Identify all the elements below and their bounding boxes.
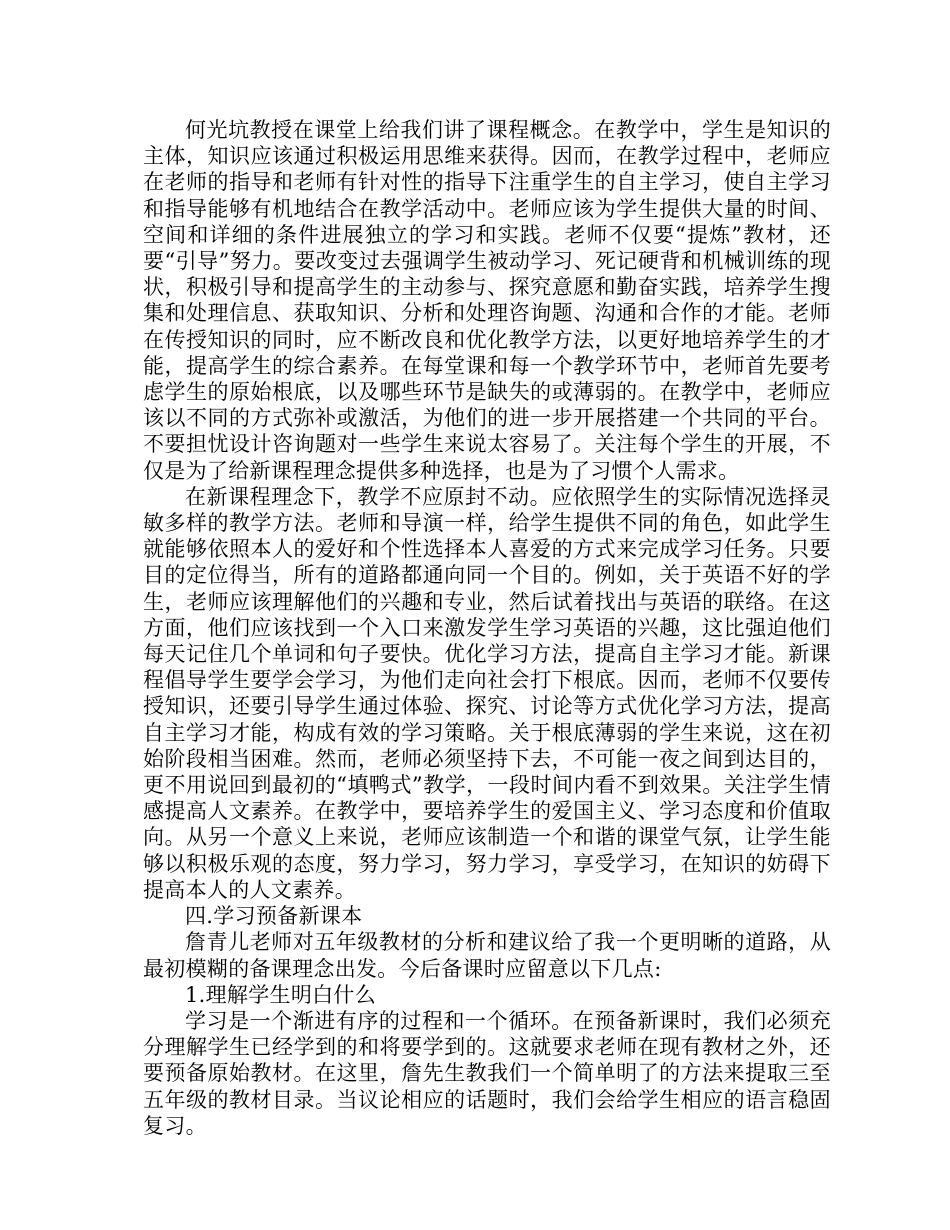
paragraph-course-concept: 何光坑教授在课堂上给我们讲了课程概念。在教学中，学生是知识的主体，知识应该通过积极运用思维来获得。因而，在教学过程中，老师应在老师的指导和老师有针对性的指导下注重学生的自主学习，使自主学习和指导能够有机地结合在教学活动中。老师应该为学生提供大量的时间、空间和详细的条件进展独立的学习和实践。老师不仅要“提炼”教材，还要“引导”努力。要改变过去强调学生被动学习、死记硬背和机械训练的现状，积极引导和提高学生的主动参与、探究意愿和勤奋实践，培养学生搜集和处理信息、获取知识、分析和处理咨询题、沟通和合作的才能。老师在传授知识的同时，应不断改良和优化教学方法，以更好地培养学生的才能，提高学生的综合素养。在每堂课和每一个教学环节中，老师首先要考虑学生的原始根底，以及哪些环节是缺失的或薄弱的。在教学中，老师应该以不同的方式弥补或激活，为他们的进一步开展搭建一个共同的平台。不要担忧设计咨询题对一些学生来说太容易了。关注每个学生的开展，不仅是为了给新课程理念提供多种选择，也是为了习惯个人需求。 bbox=[143, 118, 831, 483]
section-heading-prepare-textbook: 四.学习预备新课本 bbox=[185, 904, 363, 929]
paragraph-grade-five-analysis: 詹青儿老师对五年级教材的分析和建议给了我一个更明晰的道路，从最初模糊的备课理念出发。今后备课时应留意以下几点: bbox=[143, 930, 831, 981]
paragraph-learning-process: 学习是一个渐进有序的过程和一个循环。在预备新课时，我们必须充分理解学生已经学到的和将要学到的。这就要求老师在现有教材之外，还要预备原始教材。在这里，詹先生教我们一个简单明了的方法来提取三至五年级的教材目录。当议论相应的话题时，我们会给学生相应的语言稳固复习。 bbox=[143, 1008, 831, 1138]
subheading-understand-students: 1.理解学生明白什么 bbox=[185, 982, 377, 1007]
document-body bbox=[143, 117, 831, 1139]
paragraph-new-curriculum: 在新课程理念下，教学不应原封不动。应依照学生的实际情况选择灵敏多样的教学方法。老师和导演一样，给学生提供不同的角色，如此学生就能够依照本人的爱好和个性选择本人喜爱的方式来完成学习任务。只要目的定位得当，所有的道路都通向同一个目的。例如，关于英语不好的学生，老师应该理解他们的兴趣和专业，然后试着找出与英语的联络。在这方面，他们应该找到一个入口来激发学生学习英语的兴趣，这比强迫他们每天记住几个单词和句子要快。优化学习方法，提高自主学习才能。新课程倡导学生要学会学习，为他们走向社会打下根底。因而，老师不仅要传授知识，还要引导学生通过体验、探究、讨论等方式优化学习方法，提高自主学习才能，构成有效的学习策略。关于根底薄弱的学生来说，这在初始阶段相当困难。然而，老师必须坚持下去，不可能一夜之间到达目的，更不用说回到最初的“填鸭式”教学，一段时间内看不到效果。关注学生情感提高人文素养。在教学中，要培养学生的爱国主义、学习态度和价值取向。从另一个意义上来说，老师应该制造一个和谐的课堂气氛，让学生能够以积极乐观的态度，努力学习，努力学习，享受学习，在知识的妨碍下提高本人的人文素养。 bbox=[143, 484, 831, 902]
